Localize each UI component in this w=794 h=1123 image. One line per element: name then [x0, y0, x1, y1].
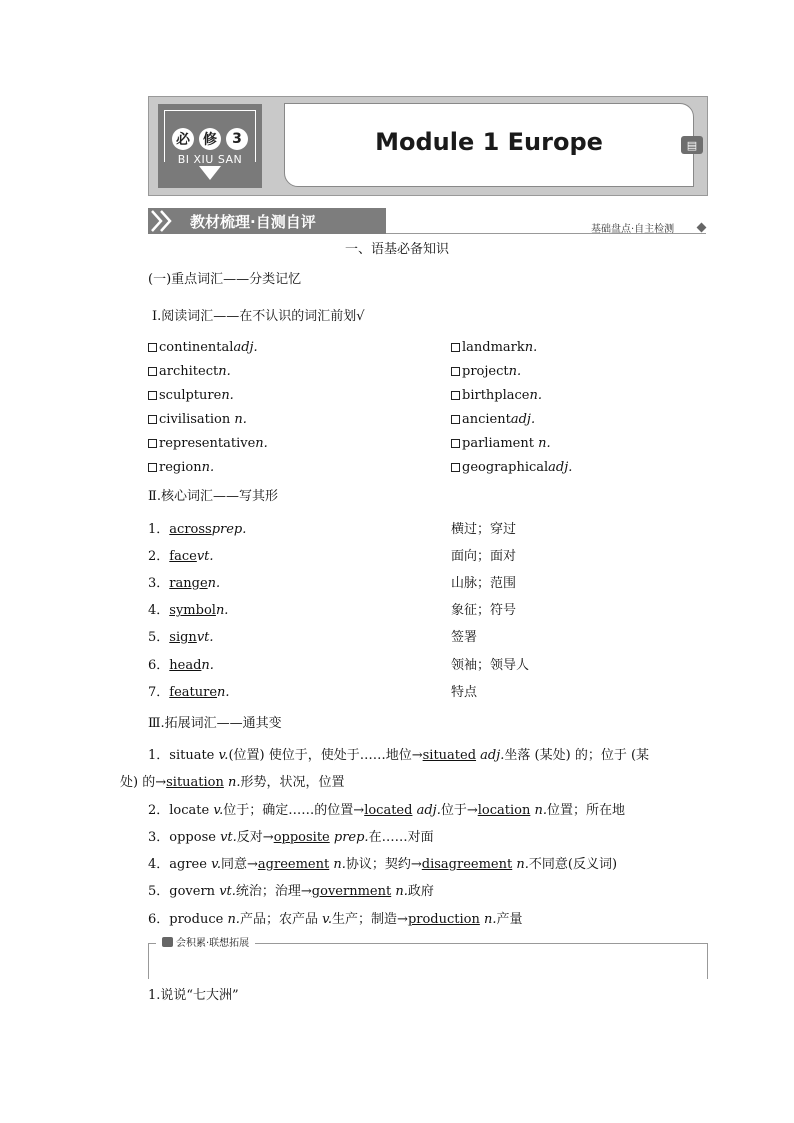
reading-item: continentaladj.	[148, 340, 258, 355]
reading-item: regionn.	[148, 460, 214, 475]
diamond-icon	[697, 223, 707, 233]
expand-line-4: 4．agree v.同意→agreement n.协议；契约→disagreement n.不同意(反义词)	[148, 857, 618, 872]
expand-line-5: 5．govern vt.统治；治理→government n.政府	[148, 884, 434, 899]
checkbox-icon[interactable]	[148, 463, 157, 472]
reading-item: geographicaladj.	[451, 460, 572, 475]
core-meaning: 象征；符号	[451, 603, 517, 618]
core-item: 4．symboln.	[148, 603, 229, 618]
reading-item: civilisation n.	[148, 412, 247, 427]
expand-line-3: 3．oppose vt.反对→opposite prep.在……对面	[148, 830, 434, 845]
core-meaning: 横过；穿过	[451, 522, 517, 537]
reading-item: ancientadj.	[451, 412, 535, 427]
chevron-right-icon	[148, 208, 178, 234]
checkbox-icon[interactable]	[148, 343, 157, 352]
checkbox-icon[interactable]	[451, 439, 460, 448]
section-title: 教材梳理·自测自评	[190, 213, 316, 231]
expand-line-1b: 处) 的→situation n.形势，状况，位置	[120, 775, 345, 790]
expand-line-1: 1．situate v.(位置) 使位于，使处于……地位→situated adj.坐落 (某处) 的；位于 (某	[148, 748, 650, 763]
module-title: Module 1 Europe	[375, 128, 603, 156]
core-meaning: 面向；面对	[451, 549, 517, 564]
sub-heading: (一)重点词汇——分类记忆	[148, 272, 302, 287]
core-meaning: 特点	[451, 685, 478, 700]
checkbox-icon[interactable]	[451, 415, 460, 424]
core-meaning: 领袖；领导人	[451, 658, 530, 673]
checkbox-icon[interactable]	[148, 415, 157, 424]
checkbox-icon[interactable]	[451, 391, 460, 400]
checkbox-icon[interactable]	[451, 343, 460, 352]
badge-char-1: 必	[172, 128, 194, 150]
badge-char-3: 3	[226, 128, 248, 150]
book-icon: ▤	[681, 136, 703, 154]
expand-line-2: 2．locate v.位于；确定……的位置→located adj.位于→location n.位置；所在地	[148, 803, 626, 818]
core-item: 6．headn.	[148, 658, 214, 673]
checkbox-icon[interactable]	[148, 439, 157, 448]
expand-line-6: 6．produce n.产品；农产品 v.生产；制造→production n.产量	[148, 912, 523, 927]
note-icon	[162, 937, 173, 947]
core-item: 3．rangen.	[148, 576, 221, 591]
main-heading: 一、语基必备知识	[344, 242, 449, 257]
checkbox-icon[interactable]	[148, 391, 157, 400]
core-meaning: 山脉；范围	[451, 576, 517, 591]
note-label: 会积累·联想拓展	[156, 934, 255, 949]
reading-item: architectn.	[148, 364, 231, 379]
core-item: 1．acrossprep.	[148, 522, 247, 537]
core-item: 2．facevt.	[148, 549, 214, 564]
down-arrow-icon	[199, 166, 221, 180]
core-item: 5．signvt.	[148, 630, 214, 645]
checkbox-icon[interactable]	[451, 463, 460, 472]
reading-item: landmarkn.	[451, 340, 537, 355]
reading-item: representativen.	[148, 436, 268, 451]
badge-pinyin: BI XIU SAN	[177, 153, 243, 166]
core-heading: Ⅱ.核心词汇——写其形	[148, 489, 278, 504]
reading-item: birthplacen.	[451, 388, 542, 403]
section-subtitle: 基础盘点·自主检测	[591, 224, 675, 235]
core-meaning: 签署	[451, 630, 478, 645]
reading-heading: Ⅰ.阅读词汇——在不认识的词汇前划√	[152, 309, 365, 324]
core-item: 7．featuren.	[148, 685, 230, 700]
reading-item: parliament n.	[451, 436, 551, 451]
reading-item: projectn.	[451, 364, 521, 379]
expand-heading: Ⅲ.拓展词汇——通其变	[148, 716, 282, 731]
note-item-1: 1.说说“七大洲”	[148, 988, 239, 1003]
reading-item: sculpturen.	[148, 388, 234, 403]
badge-char-2: 修	[199, 128, 221, 150]
checkbox-icon[interactable]	[148, 367, 157, 376]
checkbox-icon[interactable]	[451, 367, 460, 376]
